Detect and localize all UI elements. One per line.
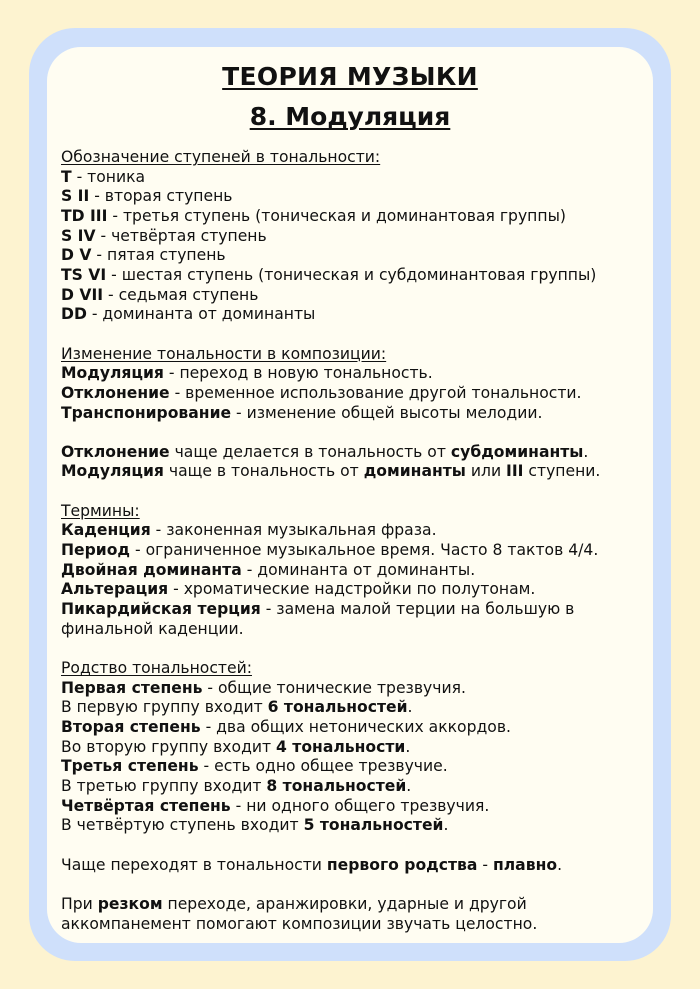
note-term: Модуляция	[61, 462, 164, 481]
kinship-group-text: В первую группу входит	[61, 698, 268, 717]
term-name: Пикардийская терция	[61, 600, 261, 619]
conclusion-text: переходе, аранжировки, ударные и другой аккомпанемент помогают композиции звучать целостно.	[61, 894, 538, 933]
term-name: Период	[61, 541, 131, 560]
degree-term: S II	[61, 187, 90, 206]
degree-term: D VII	[61, 285, 104, 304]
conclusion-text: .	[557, 855, 563, 874]
key-change-text: - временное использование другой тональности.	[169, 383, 582, 402]
degree-text: - четвёртая ступень	[95, 226, 267, 245]
degree-text: - шестая ступень (тоническая и субдоминантовая группы)	[106, 265, 597, 284]
degrees-heading: Обозначение ступеней в тональности:	[61, 148, 381, 166]
term-item	[61, 521, 651, 541]
kinship-term: Вторая степень	[61, 717, 201, 736]
degree-item	[61, 227, 651, 247]
note-term: субдоминанты	[450, 442, 584, 461]
degree-item	[61, 168, 651, 188]
note-term: III	[506, 462, 524, 481]
degree-item	[61, 187, 651, 207]
kinship-term: Первая степень	[61, 678, 203, 697]
kinship-group-text: .	[407, 698, 413, 717]
page-subtitle: 8. Модуляция	[249, 102, 451, 131]
term-item	[61, 600, 621, 639]
kinship-degree	[61, 757, 651, 777]
kinship-group-count: 4 тональности	[276, 737, 406, 756]
degree-term: DD	[61, 305, 87, 324]
spacer	[61, 836, 651, 856]
note-text: .	[583, 442, 589, 461]
key-change-text: - переход в новую тональность.	[163, 364, 433, 383]
degree-item	[61, 207, 651, 227]
kinship-text: - общие тонические трезвучия.	[202, 678, 466, 697]
note-term: Отклонение	[61, 442, 170, 461]
degree-text: - доминанта от доминанты	[86, 305, 316, 324]
kinship-text: - есть одно общее трезвучие.	[198, 757, 448, 776]
conclusion-emphasis: первого родства	[326, 855, 478, 874]
key-change-heading: Изменение тональности в композиции:	[61, 344, 387, 363]
kinship-group	[61, 816, 651, 836]
key-change-item	[61, 364, 651, 384]
term-name: Каденция	[61, 521, 151, 540]
degree-item	[61, 266, 651, 286]
degree-term: TD III	[61, 206, 108, 225]
note-term: доминанты	[363, 462, 466, 481]
conclusion-paragraph	[61, 895, 621, 934]
key-change-text: - изменение общей высоты мелодии.	[231, 403, 543, 422]
kinship-group-count: 8 тональностей	[266, 776, 407, 795]
spacer	[61, 639, 651, 659]
degree-term: T	[61, 167, 72, 186]
degree-item	[61, 305, 651, 325]
key-change-item	[61, 404, 651, 424]
kinship-group-text: Во вторую группу входит	[61, 737, 277, 756]
key-change-item	[61, 384, 651, 404]
kinship-heading: Родство тональностей:	[61, 659, 252, 677]
conclusion-text: -	[477, 855, 493, 874]
conclusion-emphasis: резком	[97, 894, 163, 913]
key-change-term: Модуляция	[61, 364, 164, 383]
kinship-group-count: 5 тональностей	[303, 816, 444, 835]
term-text: - замена малой терции на большую в финальной каденции.	[61, 600, 575, 638]
kinship-term: Третья степень	[61, 757, 199, 776]
spacer	[61, 325, 651, 345]
degree-term: D V	[61, 246, 92, 265]
degree-text: - третья ступень (тоническая и доминантовая группы)	[107, 206, 566, 225]
kinship-term: Четвёртая степень	[61, 796, 231, 815]
kinship-group-text: В четвёртую ступень входит	[61, 816, 304, 835]
spacer	[61, 423, 651, 443]
conclusion-text: При	[61, 894, 98, 913]
term-item	[61, 561, 651, 581]
degree-item	[61, 286, 651, 306]
term-text: - доминанта от доминанты.	[241, 560, 476, 579]
term-text: - ограниченное музыкальное время. Часто 8 тактов 4/4.	[130, 541, 599, 560]
term-name: Альтерация	[61, 580, 169, 599]
degree-term: S IV	[61, 226, 96, 245]
term-text: - законенная музыкальная фраза.	[150, 521, 437, 540]
note-line	[61, 462, 651, 482]
kinship-group-text: .	[406, 776, 412, 795]
kinship-group-count: 6 тональностей	[267, 698, 408, 717]
kinship-group-text: В третью группу входит	[61, 776, 267, 795]
terms-heading: Термины:	[61, 501, 140, 520]
degree-text: - седьмая ступень	[103, 285, 259, 304]
degree-text: - пятая ступень	[91, 246, 226, 265]
kinship-degree	[61, 797, 651, 817]
key-change-term: Отклонение	[61, 383, 170, 402]
degree-item	[61, 246, 651, 266]
spacer	[61, 875, 651, 895]
kinship-group	[61, 777, 651, 797]
kinship-group-text: .	[405, 737, 411, 756]
spacer	[61, 482, 651, 502]
term-name: Двойная доминанта	[61, 560, 242, 579]
document-body	[61, 148, 651, 934]
conclusion-text: Чаще переходят в тональности	[61, 855, 327, 874]
kinship-text: - ни одного общего трезвучия.	[230, 796, 490, 815]
term-text: - хроматические надстройки по полутонам.	[168, 580, 536, 599]
term-item	[61, 580, 651, 600]
kinship-group	[61, 738, 651, 758]
conclusion-line	[61, 856, 651, 876]
kinship-group	[61, 698, 651, 718]
term-item	[61, 541, 651, 561]
note-text: ступени.	[523, 462, 601, 481]
note-line	[61, 443, 651, 463]
kinship-text: - два общих нетонических аккордов.	[200, 717, 511, 736]
kinship-degree	[61, 718, 651, 738]
kinship-degree	[61, 679, 651, 699]
kinship-group-text: .	[443, 816, 449, 835]
page-title: ТЕОРИЯ МУЗЫКИ	[222, 62, 478, 91]
key-change-term: Транспонирование	[61, 403, 232, 422]
degree-text: - вторая ступень	[89, 187, 233, 206]
degree-term: TS VI	[61, 265, 107, 284]
note-text: чаще делается в тональность от	[169, 442, 451, 461]
note-text: или	[465, 462, 507, 481]
conclusion-emphasis: плавно	[492, 855, 558, 874]
note-text: чаще в тональность от	[163, 462, 364, 481]
degree-text: - тоника	[71, 167, 146, 186]
